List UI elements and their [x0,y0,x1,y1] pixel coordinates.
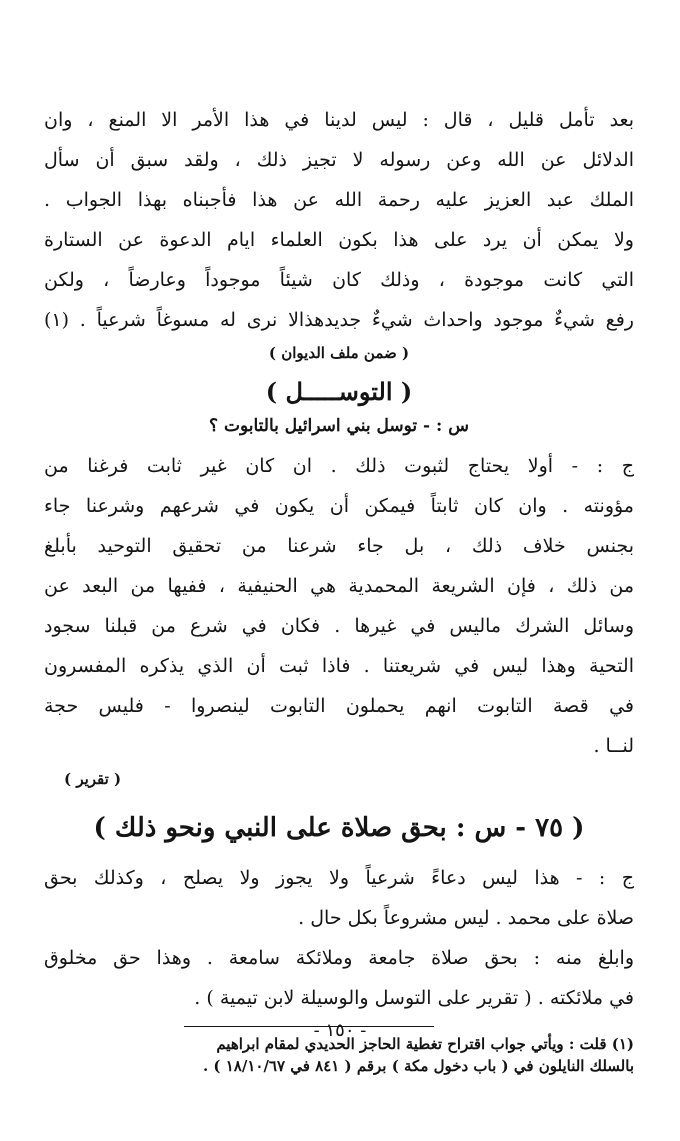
text-line: بجنس خلاف ذلك ، بل جاء شرعنا من تحقيق التوحيد بأبلغ [44,535,634,557]
text-line: في ملائكته . ( تقرير على التوسل والوسيلة لابن تيمية ) . [194,987,634,1009]
source-note: ( ضمن ملف الديوان ) [268,344,410,362]
footnote-line: بالسلك النايلون في ( باب دخول مكة ) برقم ( ٨٤١ في ١٨/١٠/٦٧ ) . [202,1057,634,1075]
section-title: ( التوســـــل ) [265,377,413,406]
text-line: مؤونته . وان كان ثابتاً فيمكن أن يكون في شرعهم وشرعنا جاء [44,495,634,517]
text-line: من ذلك ، فإن الشريعة المحمدية هي الحنيفية ، ففيها من البعد عن [44,575,634,597]
source-note: ( تقرير ) [64,770,122,788]
text-line: رفع شيءٌ موجود واحداث شيءٌ جديدهذالا نرى له مسوغاً شرعياً . (١) [44,309,634,331]
footnote-line: (١) قلت : ويأتي جواب اقتراح تغطية الحاجز الحديدي لمقام ابراهيم [216,1035,634,1053]
text-line: وسائل الشرك ماليس في غيرها . فكان في شرع من قبلنا سجود [44,615,634,637]
text-line: ج : - هذا ليس دعاءً شرعياً ولا يجوز ولا يصلح ، وكذلك بحق [44,867,634,889]
text-line: التي كانت موجودة ، وذلك كان شيئاً موجوداً وعارضاً ، ولكن [44,269,634,291]
text-line: ج : - أولا يحتاج لثبوت ذلك . ان كان غير ثابت فرغنا من [44,455,634,477]
text-line: التحية وهذا ليس في شريعتنا . فاذا ثبت أن الذي يذكره المفسرون [44,655,634,677]
question-line: س : - توسل بني اسرائيل بالتابوت ؟ [209,416,469,436]
text-line: الدلائل عن الله وعن رسوله لا تجيز ذلك ، ولقد سبق أن سأل [44,149,634,171]
text-line: في قصة التابوت انهم يحملون التابوت لينصروا - فليس حجة [44,695,634,717]
page-number: - ١٥٠ - [313,1020,367,1041]
text-line: لنــا . [593,735,634,757]
question-heading: ( ٧٥ - س : بحق صلاة على النبي ونحو ذلك ) [93,813,585,843]
text-line: بعد تأمل قليل ، قال : ليس لدينا في هذا الأمر الا المنع ، وان [44,109,634,131]
page-body [44,100,634,1077]
text-line: الملك عبد العزيز عليه رحمة الله عن هذا فأجبناه بهذا الجواب . [44,189,634,211]
text-line: ولا يمكن أن يرد على هذا بكون العلماء ايام الدعوة عن الستارة [44,229,634,251]
text-line: صلاة على محمد . ليس مشروعاً بكل حال . [298,907,634,929]
text-line: وابلغ منه : بحق صلاة جامعة وملائكة سامعة . وهذا حق مخلوق [44,947,634,969]
